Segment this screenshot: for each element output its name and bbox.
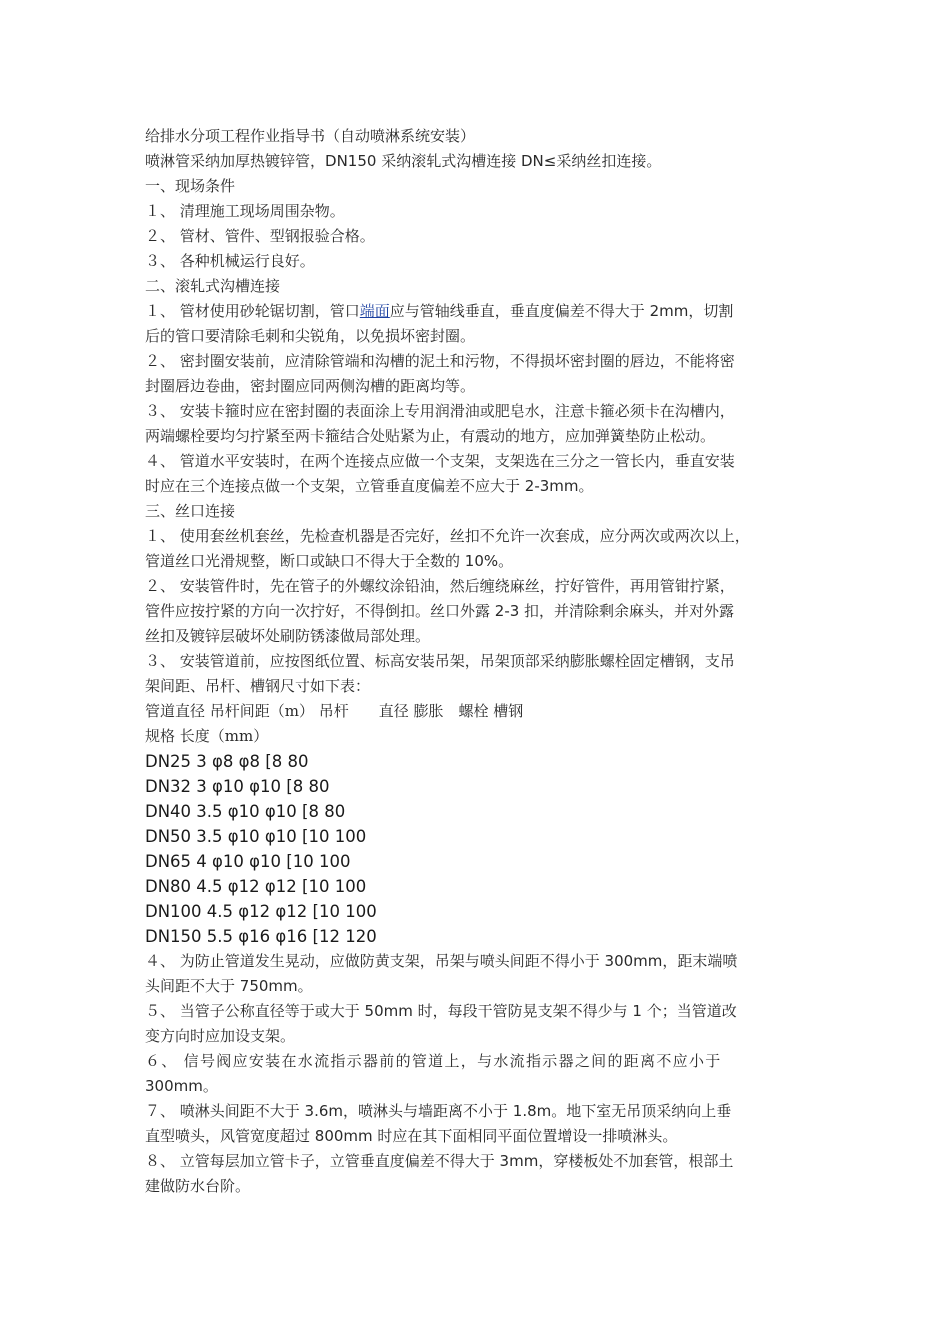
document-page [145,124,815,1199]
doc-title: 给排水分项工程作业指导书（自动喷淋系统安装） [145,127,476,145]
number-run: 3.6m [304,1102,344,1120]
table-row: DN150 5.5 φ16 φ16 [12 120 [145,927,377,946]
table-header: 规格 长度（mm） [145,727,269,745]
paragraph-line: １、 使用套丝机套丝，先检查机器是否完好，丝扣不允许一次套成，应分两次或两次以上， [145,527,750,545]
table-row: DN50 3.5 φ10 φ10 [10 100 [145,827,367,846]
table-row: DN65 4 φ10 φ10 [10 100 [145,852,351,871]
paragraph-line: ２、 密封圈安装前，应清除管端和沟槽的泥土和污物，不得损坏密封圈的唇边，不能将密 [145,352,735,370]
paragraph-line: 架间距、吊杆、槽钢尺寸如下表： [145,677,371,695]
text-run: 扣，并清除剩余麻头，并对外露 [519,602,735,620]
number-run: 300mm [604,952,663,970]
text-run: 个；当管道改 [641,1002,737,1020]
end-face-link[interactable]: 端面 [359,302,390,320]
number-run: 10% [464,552,499,570]
text-run: 时，每段干管防晃支架不得少与 [412,1002,633,1020]
text-run: ，穿楼板处不加套管，根部土 [538,1152,734,1170]
text-run: 。 [297,977,313,995]
text-run: 头间距不大于 [145,977,240,995]
paragraph-line: 后的管口要清除毛刺和尖锐角，以免损坏密封圈。 [145,327,476,345]
paragraph-line: ３、 安装卡箍时应在密封圈的表面涂上专用润滑油或肥皂水，注意卡箍必须卡在沟槽内， [145,402,735,420]
table-row: DN32 3 φ10 φ10 [8 80 [145,777,330,796]
text-run: 时应在其下面相同平面位置增设一排喷淋头。 [372,1127,678,1145]
paragraph-line [145,299,815,324]
intro-spec: DN≤ [520,152,557,170]
text-run: 。 [202,1077,218,1095]
paragraph-line [145,1124,815,1149]
text-run: 。地下室无吊顶采纳向上垂 [551,1102,732,1120]
paragraph-line [145,599,815,624]
intro-line [145,149,815,174]
section-heading: 二、滚轧式沟槽连接 [145,277,281,295]
number-run: 800mm [314,1127,373,1145]
paragraph-line: 变方向时应加设支架。 [145,1027,296,1045]
text-run: ，距末端喷 [662,952,738,970]
intro-spec: DN150 [325,152,377,170]
paragraph-line: 封圈唇边卷曲，密封圈应同两侧沟槽的距离均等。 [145,377,476,395]
text-run: ７、 喷淋头间距不大于 [145,1102,305,1120]
text-run: 。 [498,552,514,570]
list-item: ３、 各种机械运行良好。 [145,252,315,270]
number-run: 300mm [145,1077,203,1095]
paragraph-line [145,1149,815,1174]
intro-text: 采纳丝扣连接。 [556,152,662,170]
section-heading: 一、现场条件 [145,177,236,195]
paragraph-line: ２、 安装管件时，先在管子的外螺纹涂铅油，然后缠绕麻丝，拧好管件，再用管钳拧紧， [145,577,735,595]
text-run: ４、 为防止管道发生晃动，应做防黄支架，吊架与喷头间距不得小于 [145,952,605,970]
section-heading: 三、丝口连接 [145,502,236,520]
text-run: 管道丝口光滑规整，断口或缺口不得大于全数的 [145,552,465,570]
number-run: 2-3 [494,602,520,620]
paragraph-line [145,474,815,499]
paragraph-line: ６、 信号阀应安装在水流指示器前的管道上，与水流指示器之间的距离不应小于 [145,1052,722,1070]
number-run: 2mm [649,302,689,320]
paragraph-line: ３、 安装管道前，应按图纸位置、标高安装吊架，吊架顶部采纳膨胀螺栓固定槽钢，支吊 [145,652,735,670]
text-run: １、 管材使用砂轮锯切割，管口 [145,302,360,320]
text-run: ５、 当管子公称直径等于或大于 [145,1002,365,1020]
number-run: 750mm [239,977,298,995]
table-header: 管道直径 吊杆间距（m） 吊杆 直径 膨胀 螺栓 槽钢 [145,702,524,720]
text-run: ８、 立管每层加立管卡子，立管垂直度偏差不得大于 [145,1152,500,1170]
paragraph-line [145,1074,815,1099]
intro-text: 喷淋管采纳加厚热镀锌管， [145,152,326,170]
text-run: 应与管轴线垂直，垂直度偏差不得大于 [389,302,650,320]
paragraph-line: ４、 管道水平安装时，在两个连接点应做一个支架，支架选在三分之一管长内，垂直安装 [145,452,735,470]
paragraph-line [145,1099,815,1124]
text-run: 。 [578,477,594,495]
number-run: 50mm [364,1002,413,1020]
text-run: 管件应按拧紧的方向一次拧好，不得倒扣。丝口外露 [145,602,495,620]
paragraph-line: 丝扣及镀锌层破坏处刷防锈漆做局部处理。 [145,627,431,645]
text-run: 直型喷头，风管宽度超过 [145,1127,315,1145]
paragraph-line: 建做防水台阶。 [145,1177,251,1195]
paragraph-line [145,949,815,974]
paragraph-line [145,999,815,1024]
table-row: DN80 4.5 φ12 φ12 [10 100 [145,877,367,896]
text-run: 时应在三个连接点做一个支架，立管垂直度偏差不应大于 [145,477,525,495]
number-run: 3mm [499,1152,539,1170]
number-run: 1 [632,1002,642,1020]
table-row: DN25 3 φ8 φ8 [8 80 [145,752,309,771]
paragraph-line [145,974,815,999]
list-item: ２、 管材、管件、型钢报验合格。 [145,227,375,245]
intro-text: 采纳滚轧式沟槽连接 [376,152,521,170]
paragraph-line [145,549,815,574]
text-run: ，切割 [688,302,734,320]
list-item: １、 清理施工现场周围杂物。 [145,202,345,220]
table-row: DN100 4.5 φ12 φ12 [10 100 [145,902,377,921]
table-row: DN40 3.5 φ10 φ10 [8 80 [145,802,346,821]
text-run: ，喷淋头与墙距离不小于 [343,1102,513,1120]
paragraph-line: 两端螺栓要均匀拧紧至两卡箍结合处贴紧为止，有震动的地方，应加弹簧垫防止松动。 [145,427,716,445]
number-run: 1.8m [512,1102,552,1120]
number-run: 2-3mm [524,477,579,495]
